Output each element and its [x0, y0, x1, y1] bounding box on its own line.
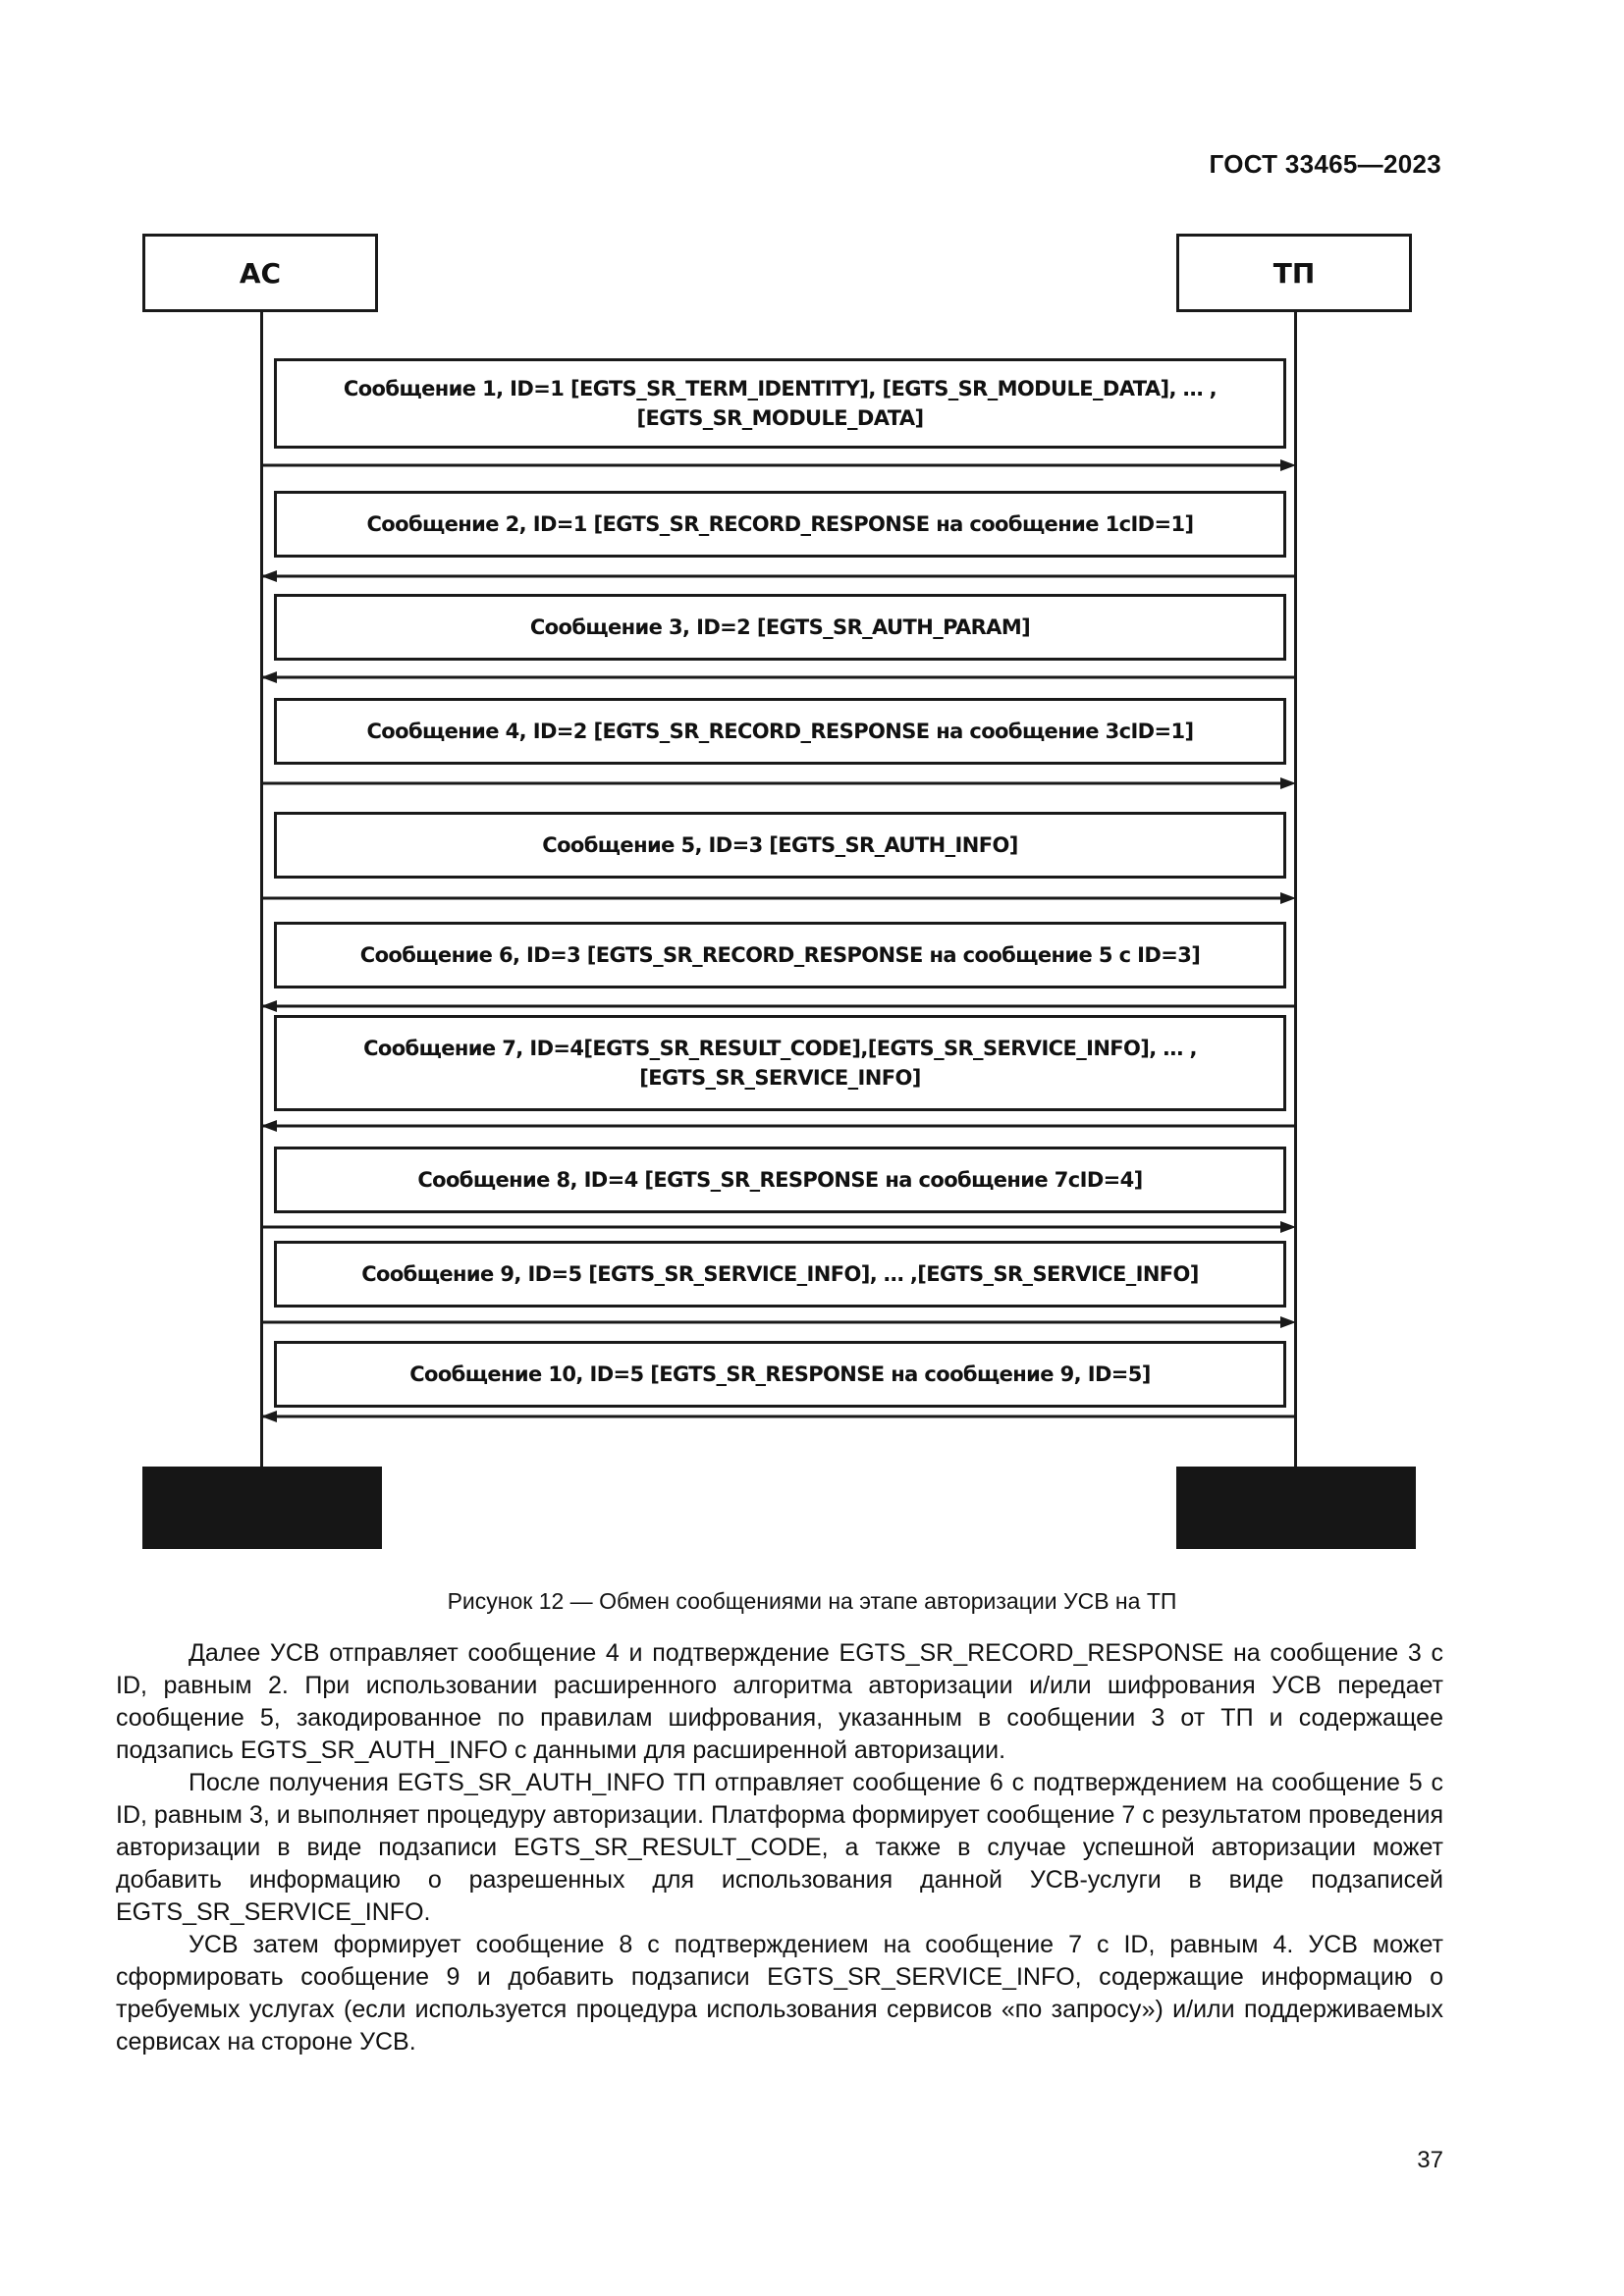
message-box: Сообщение 5, ID=3 [EGTS_SR_AUTH_INFO]: [274, 812, 1286, 879]
body-text: [116, 1637, 1443, 2058]
party-ac-box: АС: [142, 234, 378, 312]
party-tp-end-block: [1176, 1467, 1416, 1549]
message-box: Сообщение 3, ID=2 [EGTS_SR_AUTH_PARAM]: [274, 594, 1286, 661]
party-ac-end-block: [142, 1467, 382, 1549]
message-box: Сообщение 2, ID=1 [EGTS_SR_RECORD_RESPONSE на сообщение 1cID=1]: [274, 491, 1286, 558]
paragraph: Далее УСВ отправляет сообщение 4 и подтверждение EGTS_SR_RECORD_RESPONSE на сообщение 3 с ID, равным 2. При использовании расширенного алгоритма авторизации и/или шифрования УСВ передает сообщение 5, закодированное по правилам шифрования, указанным в сообщении 3 от ТП и содержащее подзапись EGTS_SR_AUTH_INFO с данными для расширенной авторизации.: [116, 1639, 1443, 1764]
message-arrow: [261, 998, 1297, 1014]
message-box: Сообщение 7, ID=4[EGTS_SR_RESULT_CODE],[EGTS_SR_SERVICE_INFO], … , [EGTS_SR_SERVICE_INFO]: [274, 1015, 1286, 1111]
message-box: Сообщение 10, ID=5 [EGTS_SR_RESPONSE на сообщение 9, ID=5]: [274, 1341, 1286, 1408]
message-box: Сообщение 4, ID=2 [EGTS_SR_RECORD_RESPONSE на сообщение 3cID=1]: [274, 698, 1286, 765]
message-box: Сообщение 9, ID=5 [EGTS_SR_SERVICE_INFO], … ,[EGTS_SR_SERVICE_INFO]: [274, 1241, 1286, 1308]
message-arrow: [261, 1118, 1297, 1134]
message-arrow: [261, 890, 1297, 906]
message-arrow: [261, 457, 1297, 473]
message-arrow: [261, 1219, 1297, 1235]
paragraph: После получения EGTS_SR_AUTH_INFO ТП отправляет сообщение 6 с подтверждением на сообщение 5 с ID, равным 3, и выполняет процедуру авторизации. Платформа формирует сообщение 7 с результатом проведения авторизации в виде подзаписи EGTS_SR_RESULT_CODE, а также в случае успешной авторизации может добавить информацию о разрешенных для использования данной УСВ-услуги в виде подзаписей EGTS_SR_SERVICE_INFO.: [116, 1769, 1443, 1926]
message-arrow: [261, 775, 1297, 791]
party-tp-box: ТП: [1176, 234, 1412, 312]
paragraph: УСВ затем формирует сообщение 8 с подтверждением на сообщение 7 с ID, равным 4. УСВ может сформировать сообщение 9 и добавить подзаписи EGTS_SR_SERVICE_INFO, содержащие информацию о требуемых услугах (если используется процедура использования сервисов «по запросу») и/или поддерживаемых сервисах на стороне УСВ.: [116, 1931, 1443, 2056]
figure-caption: Рисунок 12 — Обмен сообщениями на этапе авторизации УСВ на ТП: [447, 1588, 1177, 1614]
message-arrow: [261, 1409, 1297, 1424]
message-arrow: [261, 568, 1297, 584]
message-arrow: [261, 669, 1297, 685]
page-number: 37: [1417, 2147, 1443, 2173]
message-box: Сообщение 6, ID=3 [EGTS_SR_RECORD_RESPONSE на сообщение 5 с ID=3]: [274, 922, 1286, 988]
message-box: Сообщение 1, ID=1 [EGTS_SR_TERM_IDENTITY], [EGTS_SR_MODULE_DATA], … , [EGTS_SR_MODULE_DATA]: [274, 358, 1286, 449]
message-box: Сообщение 8, ID=4 [EGTS_SR_RESPONSE на сообщение 7cID=4]: [274, 1147, 1286, 1213]
document-code: ГОСТ 33465—2023: [1209, 149, 1441, 179]
message-arrow: [261, 1314, 1297, 1330]
